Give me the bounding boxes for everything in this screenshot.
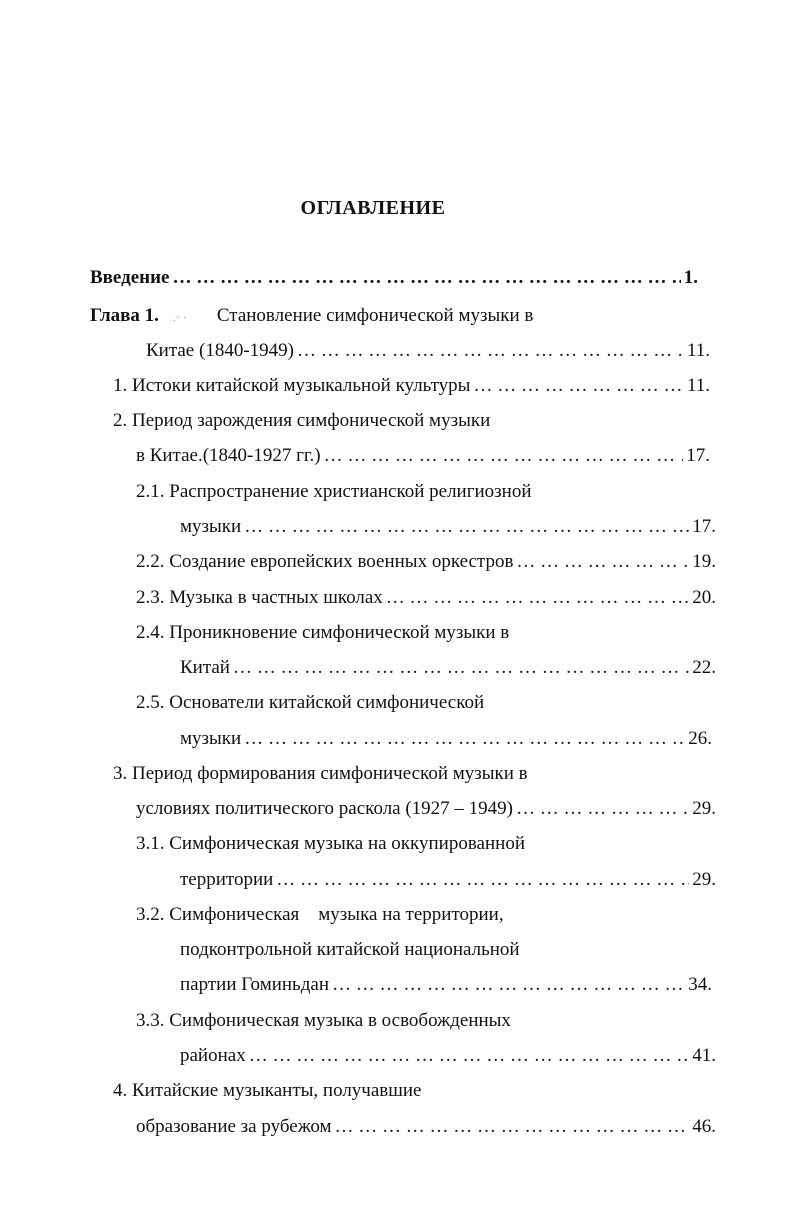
scan-smudge: .· ·: [172, 310, 187, 324]
leader-dots: [386, 586, 689, 610]
toc-entry-section2-2[interactable]: [136, 550, 716, 574]
leader-dots: [244, 515, 689, 539]
toc-entry-intro[interactable]: [90, 266, 698, 290]
toc-entry-section2-4-line1[interactable]: 2.4. Проникновение симфонической музыки в: [136, 622, 510, 643]
entry-text: образование за рубежом: [136, 1116, 332, 1137]
toc-entry-section3-3-line1[interactable]: 3.3. Симфоническая музыка в освобожденных: [136, 1010, 511, 1031]
toc-entry-section2-5-line1[interactable]: 2.5. Основатели китайской симфонической: [136, 692, 485, 713]
toc-entry-chapter1-line1[interactable]: [90, 304, 533, 328]
entry-text: территории: [180, 869, 274, 890]
toc-entry-section3-2-line1[interactable]: 3.2. Симфоническая музыка на территории,: [136, 904, 504, 925]
toc-entry-section3-line1[interactable]: 3. Период формирования симфонической музыки в: [113, 763, 528, 784]
entry-text: 2.2. Создание европейских военных оркестров: [136, 551, 514, 572]
leader-dots: [516, 797, 689, 821]
entry-text: районах: [180, 1045, 246, 1066]
entry-page: 26.: [688, 728, 712, 749]
toc-entry-section2-line2[interactable]: [136, 444, 710, 468]
toc-entry-section4-line1[interactable]: 4. Китайские музыканты, получавшие: [113, 1080, 422, 1101]
entry-text: 1. Истоки китайской музыкальной культуры: [113, 375, 471, 396]
entry-page: 19.: [692, 551, 716, 572]
entry-text: Введение: [90, 267, 170, 288]
entry-page: 34.: [688, 974, 712, 995]
toc-entry-section3-1-line1[interactable]: 3.1. Симфоническая музыка на оккупированной: [136, 833, 525, 854]
toc-entry-chapter1-line2[interactable]: [146, 339, 710, 363]
toc-entry-section2-5-line2[interactable]: [180, 727, 712, 751]
leader-dots: [244, 727, 685, 751]
entry-page: 17.: [692, 516, 716, 537]
leader-dots: [324, 444, 684, 468]
entry-text: 2.3. Музыка в частных школах: [136, 587, 383, 608]
toc-entry-section3-2-line2[interactable]: подконтрольной китайской национальной: [180, 939, 520, 960]
toc-entry-section3-line2[interactable]: [136, 797, 716, 821]
leader-dots: [249, 1044, 690, 1068]
entry-page: 29.: [692, 798, 716, 819]
leader-dots: [173, 266, 681, 290]
entry-text: музыки: [180, 516, 242, 537]
entry-text: музыки: [180, 728, 242, 749]
entry-page: 20.: [692, 587, 716, 608]
entry-page: 41.: [692, 1045, 716, 1066]
toc-entry-section2-line1[interactable]: 2. Период зарождения симфонической музыки: [113, 410, 491, 431]
entry-page: 11.: [686, 375, 710, 396]
leader-dots: [473, 374, 684, 398]
leader-dots: [233, 656, 689, 680]
toc-entry-section2-1-line2[interactable]: [180, 515, 716, 539]
leader-dots: [332, 973, 685, 997]
entry-page: 29.: [692, 869, 716, 890]
leader-dots: [516, 550, 689, 574]
entry-text: Китай: [180, 657, 230, 678]
entry-page: 46.: [692, 1116, 716, 1137]
leader-dots: [297, 339, 684, 363]
entry-page: 1.: [683, 267, 698, 288]
toc-entry-section1[interactable]: [113, 374, 710, 398]
entry-text: Становление симфонической музыки в: [216, 305, 534, 326]
toc-entry-section3-3-line2[interactable]: [180, 1044, 716, 1068]
toc-entry-section4-line2[interactable]: [136, 1115, 716, 1139]
entry-page: 22.: [692, 657, 716, 678]
entry-text: условиях политического раскола (1927 – 1949): [136, 798, 514, 819]
entry-text: Китае (1840-1949): [146, 340, 294, 361]
entry-page: 11.: [686, 340, 710, 361]
toc-entry-section3-2-line3[interactable]: [180, 973, 712, 997]
entry-text: партии Гоминьдан: [180, 974, 329, 995]
entry-text: в Китае.(1840-1927 гг.): [136, 445, 321, 466]
toc-entry-section3-1-line2[interactable]: [180, 868, 716, 892]
toc-entry-section2-3[interactable]: [136, 586, 716, 610]
toc-entry-section2-4-line2[interactable]: [180, 656, 716, 680]
leader-dots: [335, 1115, 690, 1139]
entry-page: 17.: [686, 445, 710, 466]
chapter-label: Глава 1.: [90, 305, 159, 326]
page-title: ОГЛАВЛЕНИЕ: [300, 197, 446, 219]
toc-entry-section2-1-line1[interactable]: 2.1. Распространение христианской религиозной: [136, 481, 532, 502]
leader-dots: [276, 868, 689, 892]
